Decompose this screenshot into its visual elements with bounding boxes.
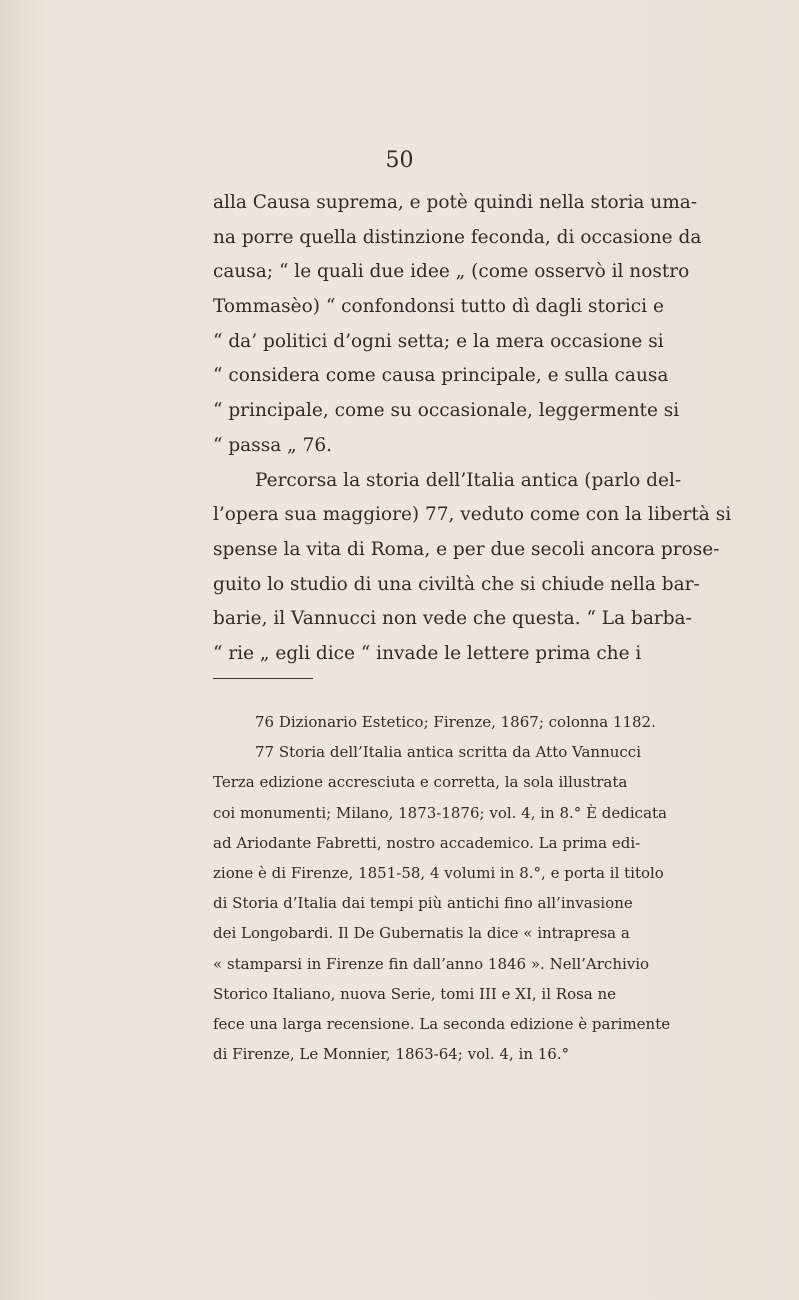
body-line: spense la vita di Roma, e per due secoli ancora prose-: [213, 538, 720, 560]
footnote-line: dei Longobardi. Il De Gubernatis la dice « intrapresa a: [213, 924, 630, 943]
footnote-line: di Firenze, Le Monnier, 1863-64; vol. 4, in 16.°: [213, 1045, 570, 1064]
footnote-line: fece una larga recensione. La seconda edizione è parimente: [213, 1014, 671, 1033]
body-line: guito lo studio di una civiltà che si chiude nella bar-: [213, 573, 700, 595]
page-number: 50: [385, 148, 414, 173]
footnote-line: zione è di Firenze, 1851-58, 4 volumi in 8.°, e porta il titolo: [213, 863, 664, 882]
footnote-line: Terza edizione accresciuta e corretta, la sola illustrata: [213, 773, 628, 792]
body-line: causa; “ le quali due idee „ (come osservò il nostro: [213, 261, 690, 283]
body-line: na porre quella distinzione feconda, di occasione da: [213, 226, 702, 248]
body-line: alla Causa suprema, e potè quindi nella storia uma-: [213, 192, 698, 213]
footnote-line: « stamparsi in Firenze fin dall’anno 1846 ». Nell’Archivio: [213, 954, 650, 973]
footnote-line: ad Ariodante Fabretti, nostro accademico. La prima edi-: [213, 833, 641, 852]
body-line: Percorsa la storia dell’Italia antica (parlo del-: [255, 469, 682, 491]
footnote-line: Storico Italiano, nuova Serie, tomi III e XI, il Rosa ne: [213, 984, 617, 1003]
footnote-divider: [213, 678, 313, 679]
footnotes: [213, 707, 697, 1069]
footnote-line: 76 Dizionario Estetico; Firenze, 1867; colonna 1182.: [255, 713, 656, 731]
body-line: “ da’ politici d’ogni setta; e la mera occasione si: [213, 330, 664, 352]
body-line: Tommasèo) “ confondonsi tutto dì dagli storici e: [213, 296, 664, 318]
body-line: “ rie „ egli dice “ invade le lettere prima che i: [213, 642, 642, 664]
body-line: “ principale, come su occasionale, leggermente si: [213, 400, 680, 422]
body-line: barie, il Vannucci non vede che questa. “ La barba-: [213, 608, 692, 630]
footnote-line: di Storia d’Italia dai tempi più antichi fino all’invasione: [213, 894, 633, 913]
body-text: [213, 186, 732, 672]
footnote-line: coi monumenti; Milano, 1873-1876; vol. 4, in 8.° È dedicata: [213, 803, 667, 822]
body-line: “ considera come causa principale, e sulla causa: [213, 365, 669, 387]
body-line: l’opera sua maggiore) 77, veduto come con la libertà si: [213, 504, 732, 526]
body-line: “ passa „ 76.: [213, 434, 332, 456]
footnote-line: 77 Storia dell’Italia antica scritta da Atto Vannucci: [255, 743, 642, 762]
